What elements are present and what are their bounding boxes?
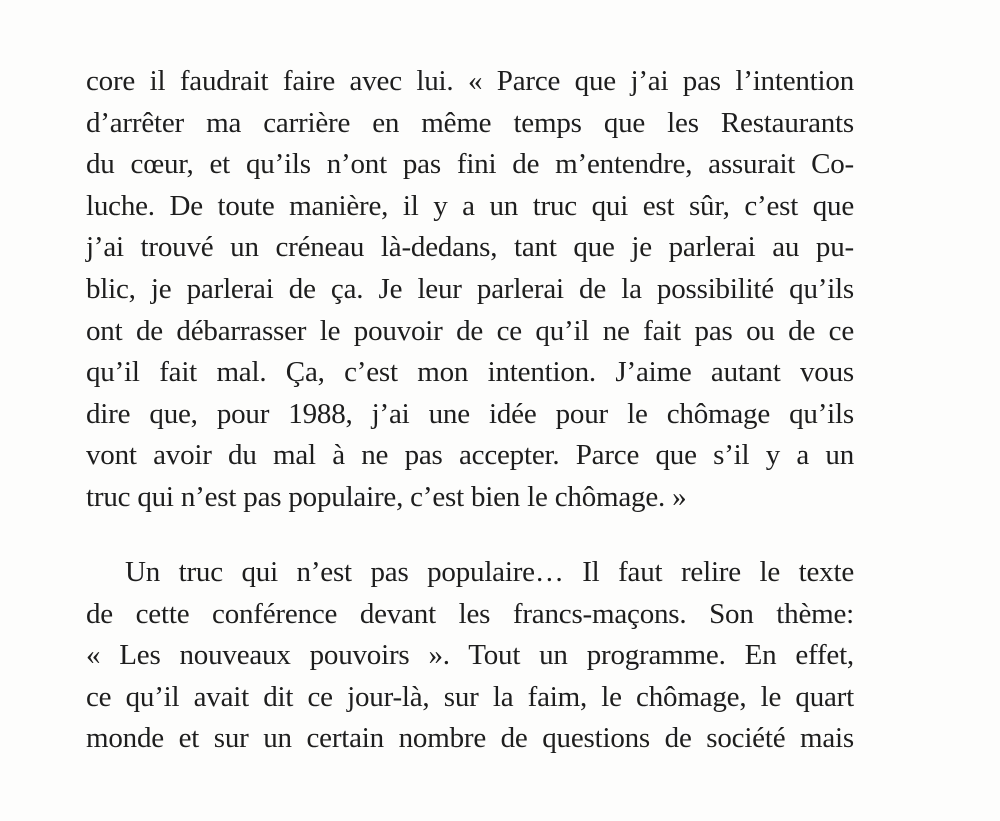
text-line: « Les nouveaux pouvoirs ». Tout un programme. En effet,	[86, 639, 854, 672]
text-line: du cœur, et qu’ils n’ont pas fini de m’entendre, assurait Co-	[86, 148, 854, 181]
text-line: core il faudrait faire avec lui. « Parce que j’ai pas l’intention	[86, 65, 854, 97]
text-line: ont de débarrasser le pouvoir de ce qu’il ne fait pas ou de ce	[86, 314, 854, 347]
text-line: luche. De toute manière, il y a un truc qui est sûr, c’est que	[86, 189, 854, 222]
text-line: monde et sur un certain nombre de questions de société mais	[86, 722, 854, 755]
text-line: blic, je parlerai de ça. Je leur parlerai de la possibilité qu’ils	[86, 272, 854, 305]
paragraph-quote	[86, 61, 854, 519]
text-line: dire que, pour 1988, j’ai une idée pour le chômage qu’ils	[86, 397, 854, 430]
text-line: j’ai trouvé un créneau là-dedans, tant que je parlerai au pu-	[86, 231, 854, 264]
text-line: vont avoir du mal à ne pas accepter. Parce que s’il y a un	[86, 439, 854, 472]
text-line: qu’il fait mal. Ça, c’est mon intention. J’aime autant vous	[86, 356, 854, 389]
paragraph-commentary	[86, 552, 854, 760]
text-line: de cette conférence devant les francs-maçons. Son thème:	[86, 597, 854, 630]
text-line: ce qu’il avait dit ce jour-là, sur la faim, le chômage, le quart	[86, 680, 854, 713]
text-line: Un truc qui n’est pas populaire… Il faut relire le texte	[125, 556, 854, 588]
text-line: d’arrêter ma carrière en même temps que les Restaurants	[86, 106, 854, 139]
text-line: truc qui n’est pas populaire, c’est bien le chômage. »	[86, 480, 687, 513]
